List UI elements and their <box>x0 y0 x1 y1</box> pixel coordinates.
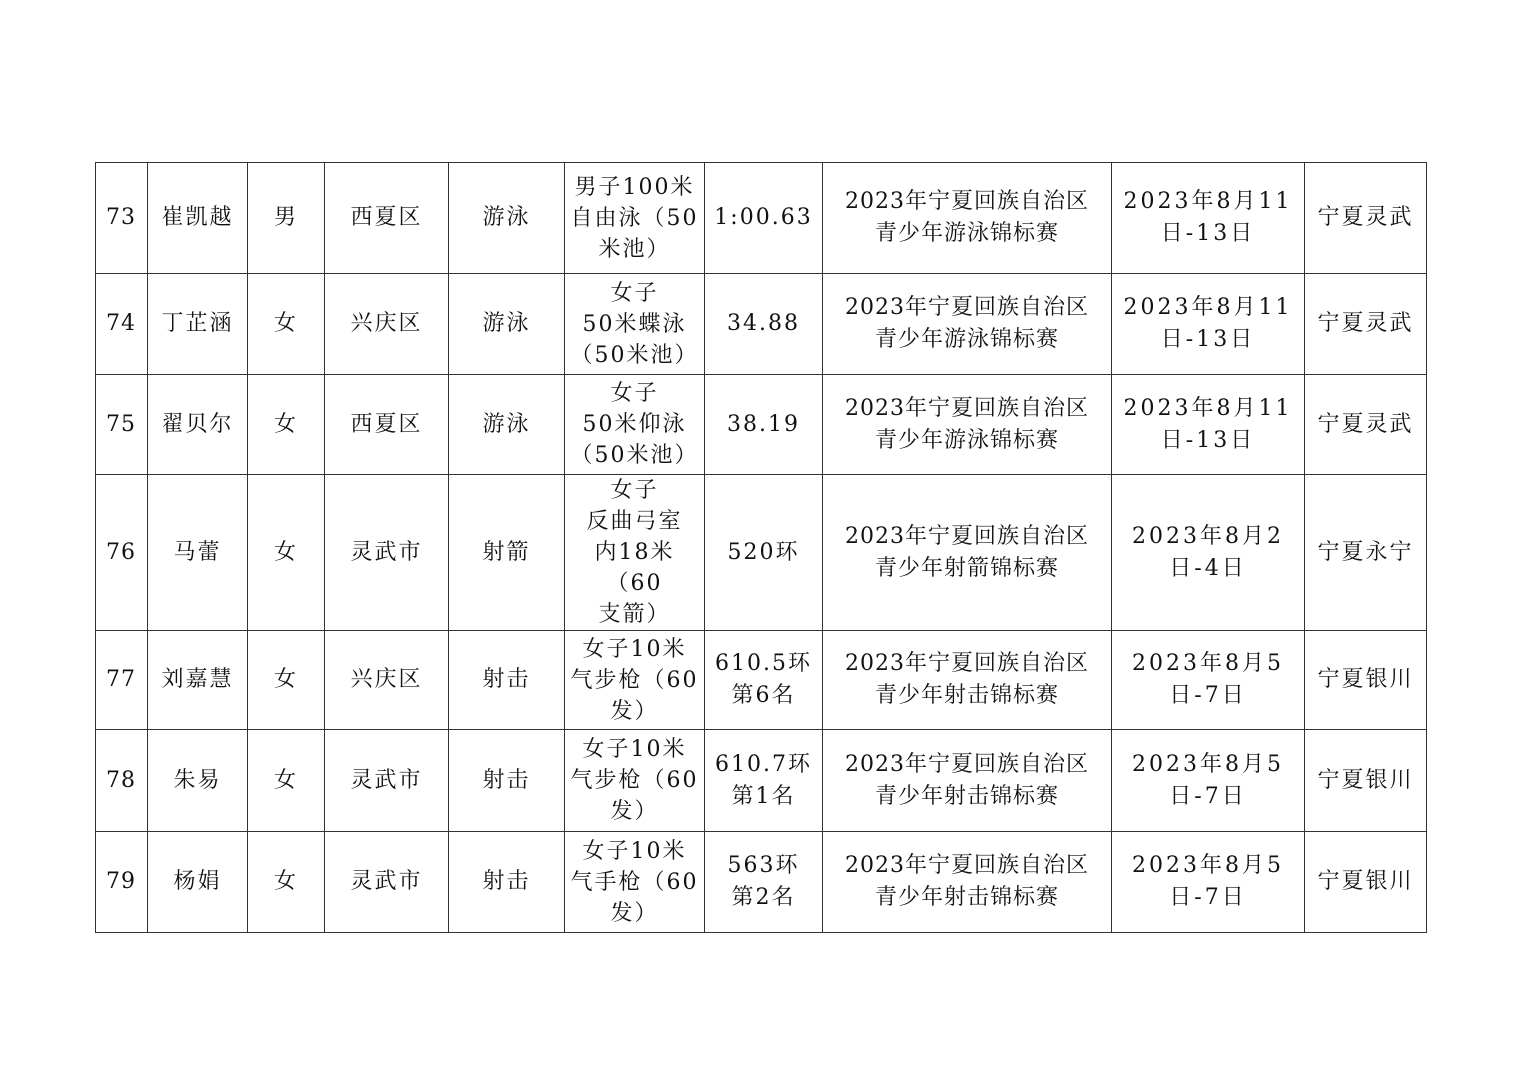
athlete-name: 翟贝尔 <box>148 375 248 475</box>
sport: 游泳 <box>449 375 565 475</box>
result: 610.7环 第1名 <box>705 730 823 832</box>
table-row <box>96 631 1427 730</box>
result: 610.5环 第6名 <box>705 631 823 730</box>
athlete-district: 西夏区 <box>325 375 449 475</box>
athlete-sex: 女 <box>248 375 325 475</box>
sport: 游泳 <box>449 274 565 375</box>
competition-place: 宁夏银川 <box>1305 730 1427 832</box>
competition-date: 2023年8月5 日-7日 <box>1112 730 1305 832</box>
row-number: 79 <box>96 832 148 933</box>
competition: 2023年宁夏回族自治区 青少年游泳锦标赛 <box>823 375 1112 475</box>
table-row <box>96 832 1427 933</box>
athlete-district: 兴庆区 <box>325 274 449 375</box>
athlete-name: 朱易 <box>148 730 248 832</box>
athlete-name: 丁芷涵 <box>148 274 248 375</box>
result: 1:00.63 <box>705 163 823 274</box>
event: 女子10米 气步枪（60 发） <box>565 730 705 832</box>
competition: 2023年宁夏回族自治区 青少年射箭锦标赛 <box>823 475 1112 631</box>
table-row <box>96 730 1427 832</box>
event: 女子 反曲弓室 内18米（60 支箭） <box>565 475 705 631</box>
event: 女子10米 气步枪（60 发） <box>565 631 705 730</box>
competition-place: 宁夏灵武 <box>1305 375 1427 475</box>
competition: 2023年宁夏回族自治区 青少年射击锦标赛 <box>823 631 1112 730</box>
row-number: 77 <box>96 631 148 730</box>
sport: 射击 <box>449 631 565 730</box>
sport: 射击 <box>449 730 565 832</box>
event: 女子 50米蝶泳 （50米池） <box>565 274 705 375</box>
sport: 射击 <box>449 832 565 933</box>
athlete-sex: 女 <box>248 475 325 631</box>
athlete-name: 杨娟 <box>148 832 248 933</box>
competition-place: 宁夏永宁 <box>1305 475 1427 631</box>
sport: 游泳 <box>449 163 565 274</box>
row-number: 78 <box>96 730 148 832</box>
sport: 射箭 <box>449 475 565 631</box>
competition-date: 2023年8月11 日-13日 <box>1112 375 1305 475</box>
result: 34.88 <box>705 274 823 375</box>
athlete-sex: 女 <box>248 730 325 832</box>
result: 38.19 <box>705 375 823 475</box>
results-table <box>95 162 1427 933</box>
athlete-sex: 男 <box>248 163 325 274</box>
competition-date: 2023年8月11 日-13日 <box>1112 163 1305 274</box>
competition-date: 2023年8月5 日-7日 <box>1112 832 1305 933</box>
competition: 2023年宁夏回族自治区 青少年射击锦标赛 <box>823 730 1112 832</box>
competition: 2023年宁夏回族自治区 青少年射击锦标赛 <box>823 832 1112 933</box>
event: 女子 50米仰泳 （50米池） <box>565 375 705 475</box>
table-row <box>96 163 1427 274</box>
row-number: 74 <box>96 274 148 375</box>
competition-place: 宁夏灵武 <box>1305 163 1427 274</box>
athlete-sex: 女 <box>248 274 325 375</box>
competition: 2023年宁夏回族自治区 青少年游泳锦标赛 <box>823 274 1112 375</box>
event: 女子10米 气手枪（60 发） <box>565 832 705 933</box>
row-number: 75 <box>96 375 148 475</box>
result: 520环 <box>705 475 823 631</box>
table-row <box>96 274 1427 375</box>
athlete-district: 兴庆区 <box>325 631 449 730</box>
athlete-district: 西夏区 <box>325 163 449 274</box>
event: 男子100米 自由泳（50 米池） <box>565 163 705 274</box>
row-number: 76 <box>96 475 148 631</box>
competition: 2023年宁夏回族自治区 青少年游泳锦标赛 <box>823 163 1112 274</box>
competition-place: 宁夏银川 <box>1305 631 1427 730</box>
competition-date: 2023年8月11 日-13日 <box>1112 274 1305 375</box>
competition-date: 2023年8月2 日-4日 <box>1112 475 1305 631</box>
athlete-district: 灵武市 <box>325 730 449 832</box>
athlete-name: 刘嘉慧 <box>148 631 248 730</box>
athlete-sex: 女 <box>248 631 325 730</box>
athlete-name: 马蕾 <box>148 475 248 631</box>
table-row <box>96 375 1427 475</box>
athlete-district: 灵武市 <box>325 832 449 933</box>
athlete-name: 崔凯越 <box>148 163 248 274</box>
athlete-district: 灵武市 <box>325 475 449 631</box>
athlete-sex: 女 <box>248 832 325 933</box>
competition-date: 2023年8月5 日-7日 <box>1112 631 1305 730</box>
competition-place: 宁夏灵武 <box>1305 274 1427 375</box>
competition-place: 宁夏银川 <box>1305 832 1427 933</box>
row-number: 73 <box>96 163 148 274</box>
table-row <box>96 475 1427 631</box>
result: 563环 第2名 <box>705 832 823 933</box>
